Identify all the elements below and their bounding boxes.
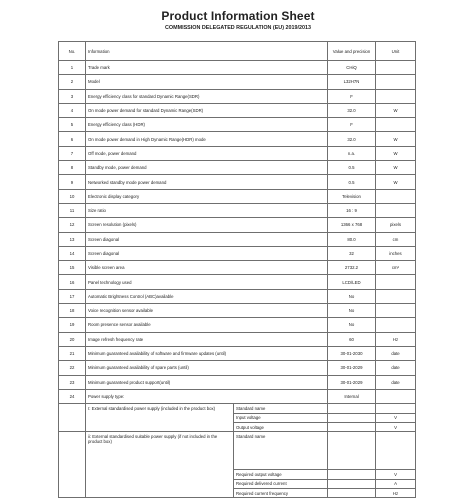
row-value: 30-01-2030: [328, 346, 376, 360]
row-value: 32: [328, 246, 376, 260]
sheet-subtitle: COMMISSION DELEGATED REGULATION (EU) 2019/2013: [165, 25, 311, 31]
external-power-supply-label: ii: External standardised suitable power supply (if not included in the product box): [86, 432, 234, 498]
row-value: CHiQ: [328, 61, 376, 75]
row-unit: [376, 61, 416, 75]
table-row: [59, 304, 416, 318]
table-row: [59, 89, 416, 103]
row-information: On mode power demand for standard Dynamic Range(SDR): [86, 103, 328, 117]
row-information: Networked standby mode power demand: [86, 175, 328, 189]
row-information: Panel technology used: [86, 275, 328, 289]
required-current-frequency-unit: Hz: [376, 489, 416, 498]
row-value: n.a.: [328, 146, 376, 160]
row-number: 4: [59, 103, 86, 117]
row-value: 32.0: [328, 103, 376, 117]
table-row: [59, 246, 416, 260]
table-row: [59, 161, 416, 175]
row-unit: [376, 304, 416, 318]
table-row: [59, 61, 416, 75]
row-information: Screen diagonal: [86, 246, 328, 260]
row-unit: [376, 275, 416, 289]
row-unit: W: [376, 103, 416, 117]
power-supply-row: [59, 432, 416, 470]
row-information: Trade mark: [86, 61, 328, 75]
required-output-voltage-label: Required output voltage: [234, 470, 328, 479]
row-information: Size ratio: [86, 203, 328, 217]
row-unit: cm²: [376, 261, 416, 275]
row-value: 1366 x 768: [328, 218, 376, 232]
row-information: Model: [86, 75, 328, 89]
table-row: [59, 346, 416, 360]
row-unit: W: [376, 146, 416, 160]
row-number: 23: [59, 375, 86, 389]
row-number: 17: [59, 289, 86, 303]
table-row: [59, 332, 416, 346]
table-row: [59, 275, 416, 289]
row-information: Energy efficiency class (HDR): [86, 118, 328, 132]
row-value: No: [328, 289, 376, 303]
row-unit: Hz: [376, 332, 416, 346]
row-value: 60: [328, 332, 376, 346]
row-unit: [376, 203, 416, 217]
row-information: Electronic display category: [86, 189, 328, 203]
product-info-table: [58, 41, 416, 498]
required-delivered-current-label: Required delivered current: [234, 479, 328, 488]
row-number: 13: [59, 232, 86, 246]
column-header-information: Information: [86, 42, 328, 61]
row-number: 12: [59, 218, 86, 232]
row-unit: W: [376, 132, 416, 146]
row-value: 0.5: [328, 161, 376, 175]
row-unit: [376, 289, 416, 303]
row-number: 16: [59, 275, 86, 289]
table-row: [59, 289, 416, 303]
input-voltage-unit: V: [376, 413, 416, 422]
row-number: 1: [59, 61, 86, 75]
column-header-value: Value and precision: [328, 42, 376, 61]
row-information: Energy efficiency class for standard Dynamic Range(SDR): [86, 89, 328, 103]
row-number: 6: [59, 132, 86, 146]
row-unit: [376, 89, 416, 103]
required-current-frequency-label: Required current frequency: [234, 489, 328, 498]
table-row: [59, 389, 416, 403]
row-number: 7: [59, 146, 86, 160]
row-information: On mode power demand in High Dynamic Range(HDR) mode: [86, 132, 328, 146]
power-supply-row: [59, 404, 416, 413]
row-unit: date: [376, 346, 416, 360]
table-row: [59, 189, 416, 203]
sheet-title: Product Information Sheet: [161, 9, 315, 23]
column-header-no: No.: [59, 42, 86, 61]
row-information: Minimum guaranteed product support(until): [86, 375, 328, 389]
table-row: [59, 118, 416, 132]
output-voltage-label: Output voltage: [234, 422, 328, 431]
table-row: [59, 375, 416, 389]
row-value: F: [328, 89, 376, 103]
table-row: [59, 203, 416, 217]
row-value: No: [328, 318, 376, 332]
required-output-voltage-unit: V: [376, 470, 416, 479]
row-number: 9: [59, 175, 86, 189]
row-unit: [376, 118, 416, 132]
table-row: [59, 261, 416, 275]
row-information: Room presence sensor available: [86, 318, 328, 332]
standard-name-label: Standard name: [234, 432, 328, 470]
row-number: 19: [59, 318, 86, 332]
row-unit: [376, 189, 416, 203]
row-information: Visible screen area: [86, 261, 328, 275]
row-number: 22: [59, 361, 86, 375]
row-information: Image refresh frequency rate: [86, 332, 328, 346]
row-number: 24: [59, 389, 86, 403]
row-value: F: [328, 118, 376, 132]
row-unit: date: [376, 375, 416, 389]
input-voltage-label: Input voltage: [234, 413, 328, 422]
row-information: Screen resolution (pixels): [86, 218, 328, 232]
row-value: 32.0: [328, 132, 376, 146]
table-row: [59, 318, 416, 332]
row-information: Power supply type:: [86, 389, 328, 403]
row-value: 30-01-2029: [328, 361, 376, 375]
row-number: 14: [59, 246, 86, 260]
table-row: [59, 361, 416, 375]
row-value: 0.5: [328, 175, 376, 189]
row-unit: date: [376, 361, 416, 375]
table-row: [59, 103, 416, 117]
row-value: No: [328, 304, 376, 318]
row-value: 2732.2: [328, 261, 376, 275]
row-value: Television: [328, 189, 376, 203]
row-unit: [376, 75, 416, 89]
row-information: Off mode, power demand: [86, 146, 328, 160]
row-value: 30-01-2029: [328, 375, 376, 389]
table-row: [59, 232, 416, 246]
table-row: [59, 218, 416, 232]
row-number: 5: [59, 118, 86, 132]
row-unit: [376, 389, 416, 403]
row-value: L32H7N: [328, 75, 376, 89]
table-header-row: [59, 42, 416, 61]
row-number: 2: [59, 75, 86, 89]
row-information: Minimum guaranteed availability of spare parts (until): [86, 361, 328, 375]
row-value: 16 : 9: [328, 203, 376, 217]
row-information: Screen diagonal: [86, 232, 328, 246]
row-unit: pixels: [376, 218, 416, 232]
row-number: 8: [59, 161, 86, 175]
row-information: Standby mode, power demand: [86, 161, 328, 175]
row-unit: W: [376, 175, 416, 189]
table-row: [59, 75, 416, 89]
row-information: Minimum guaranteed availability of software and firmware updates (until): [86, 346, 328, 360]
table-row: [59, 132, 416, 146]
row-value: Internal: [328, 389, 376, 403]
row-information: Automatic Brightness Control (ABC)available: [86, 289, 328, 303]
row-number: 18: [59, 304, 86, 318]
row-number: 21: [59, 346, 86, 360]
row-number: 10: [59, 189, 86, 203]
row-number: 15: [59, 261, 86, 275]
internal-power-supply-label: I: External standardised power supply (included in the product box): [86, 404, 234, 432]
table-row: [59, 146, 416, 160]
row-unit: [376, 318, 416, 332]
row-number: 11: [59, 203, 86, 217]
output-voltage-unit: V: [376, 422, 416, 431]
row-number: 3: [59, 89, 86, 103]
row-unit: inches: [376, 246, 416, 260]
column-header-unit: Unit: [376, 42, 416, 61]
row-number: 20: [59, 332, 86, 346]
row-value: 80.0: [328, 232, 376, 246]
row-value: LCD/LED: [328, 275, 376, 289]
row-information: Voice recognition sensor available: [86, 304, 328, 318]
table-row: [59, 175, 416, 189]
required-delivered-current-unit: A: [376, 479, 416, 488]
standard-name-label: Standard name: [234, 404, 328, 413]
row-unit: cm: [376, 232, 416, 246]
row-unit: W: [376, 161, 416, 175]
